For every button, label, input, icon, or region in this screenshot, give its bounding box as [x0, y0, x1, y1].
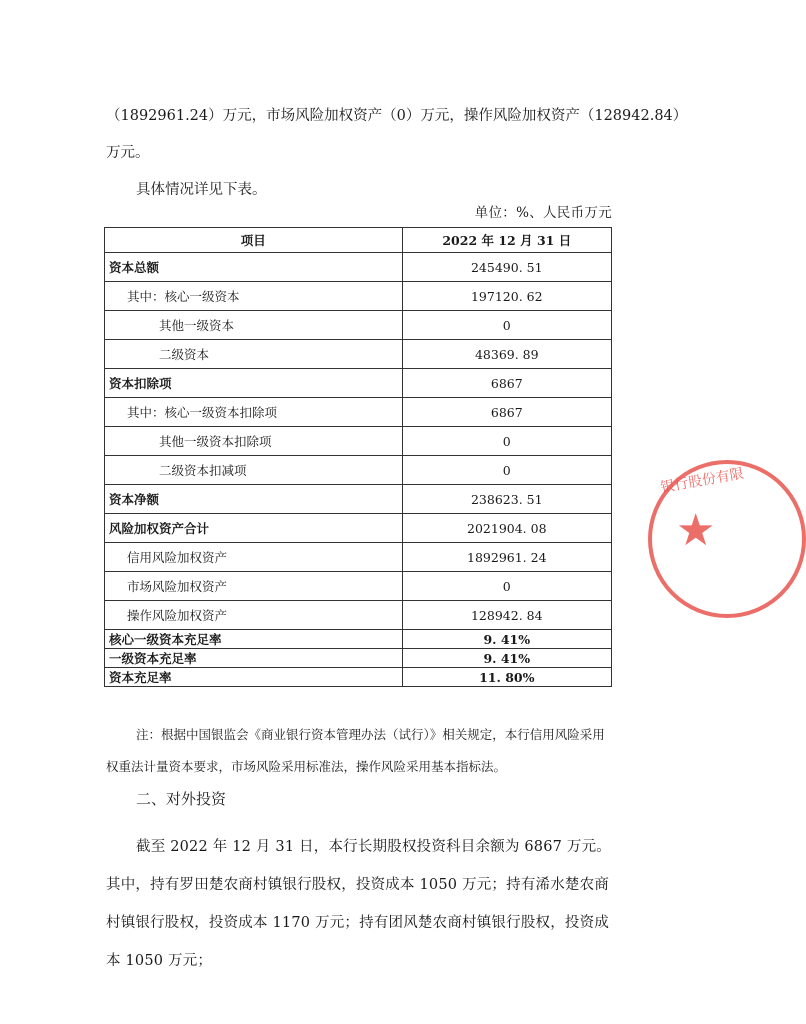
row-value: 1892961. 24: [402, 543, 611, 572]
table-row: [105, 630, 612, 649]
table-row: [105, 282, 612, 311]
table-row: [105, 601, 612, 630]
table-row: [105, 311, 612, 340]
table-row: [105, 649, 612, 668]
table-row: [105, 369, 612, 398]
seal-text: 银行股份有限: [659, 465, 745, 497]
header-date: 2022 年 12 月 31 日: [402, 228, 611, 253]
row-value: 238623. 51: [402, 485, 611, 514]
row-value: 9. 41%: [402, 630, 611, 649]
row-value: 6867: [402, 369, 611, 398]
row-label: 其中：核心一级资本扣除项: [105, 398, 403, 427]
row-value: 6867: [402, 398, 611, 427]
row-value: 0: [402, 311, 611, 340]
table-row: [105, 427, 612, 456]
row-label: 资本总额: [105, 253, 403, 282]
row-label: 二级资本扣减项: [105, 456, 403, 485]
intro-line-2: 万元。: [106, 145, 150, 161]
row-label: 资本充足率: [105, 668, 403, 687]
table-unit: 单位：%、人民币万元: [474, 205, 612, 221]
row-value: 0: [402, 572, 611, 601]
row-label: 其中：核心一级资本: [105, 282, 403, 311]
table-row: [105, 514, 612, 543]
table-row: [105, 668, 612, 687]
capital-table: [104, 227, 612, 687]
row-label: 操作风险加权资产: [105, 601, 403, 630]
row-label: 市场风险加权资产: [105, 572, 403, 601]
row-value: 245490. 51: [402, 253, 611, 282]
table-row: [105, 398, 612, 427]
row-label: 信用风险加权资产: [105, 543, 403, 572]
table-row: [105, 253, 612, 282]
row-label: 一级资本充足率: [105, 649, 403, 668]
intro-line-1: （1892961.24）万元，市场风险加权资产（0）万元，操作风险加权资产（128942.84）: [106, 108, 688, 124]
row-value: 2021904. 08: [402, 514, 611, 543]
header-item: 项目: [105, 228, 403, 253]
intro-detail: 具体情况详见下表。: [136, 182, 267, 198]
section-2-heading: 二、对外投资: [136, 790, 227, 808]
row-label: 其他一级资本扣除项: [105, 427, 403, 456]
row-label: 资本净额: [105, 485, 403, 514]
section-2-body: 截至 2022 年 12 月 31 日，本行长期股权投资科目余额为 6867 万元。其中，持有罗田楚农商村镇银行股权，投资成本 1050 万元；持有浠水楚农商村镇银行股权，投资成本 1170 万元；持有团风楚农商村镇银行股权，投资成本 1050 万元；: [106, 839, 611, 969]
row-label: 风险加权资产合计: [105, 514, 403, 543]
table-row: [105, 543, 612, 572]
row-value: 9. 41%: [402, 649, 611, 668]
table-row: [105, 340, 612, 369]
seal-star-icon: ★: [676, 505, 716, 556]
row-value: 0: [402, 456, 611, 485]
row-label: 其他一级资本: [105, 311, 403, 340]
table-header-row: [105, 228, 612, 253]
row-label: 二级资本: [105, 340, 403, 369]
table-row: [105, 572, 612, 601]
row-label: 核心一级资本充足率: [105, 630, 403, 649]
row-value: 0: [402, 427, 611, 456]
row-value: 48369. 89: [402, 340, 611, 369]
row-value: 128942. 84: [402, 601, 611, 630]
table-row: [105, 485, 612, 514]
row-value: 197120. 62: [402, 282, 611, 311]
row-value: 11. 80%: [402, 668, 611, 687]
row-label: 资本扣除项: [105, 369, 403, 398]
table-note: 注：根据中国银监会《商业银行资本管理办法（试行）》相关规定，本行信用风险采用权重法计量资本要求，市场风险采用标准法，操作风险采用基本指标法。: [106, 726, 605, 774]
table-row: [105, 456, 612, 485]
